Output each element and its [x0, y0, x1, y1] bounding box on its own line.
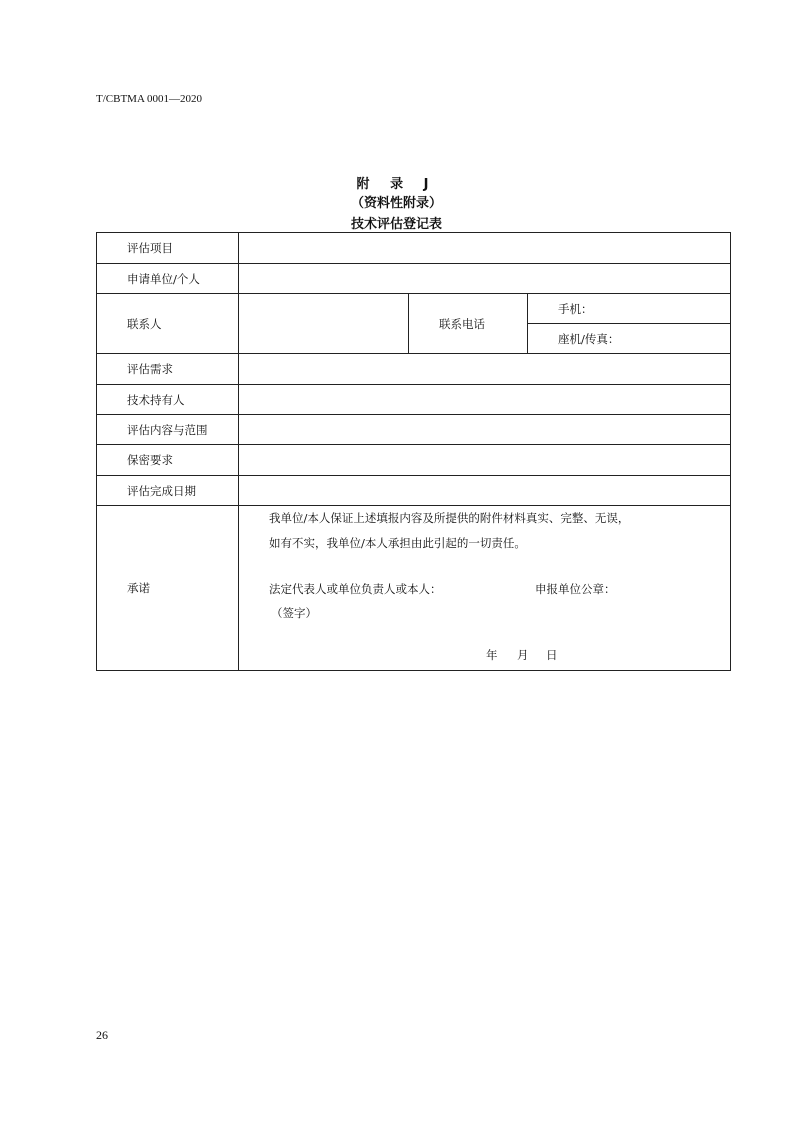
- day-label: 日: [546, 648, 558, 662]
- project-field[interactable]: [239, 233, 731, 264]
- month-label: 月: [517, 648, 529, 662]
- commitment-line-1: 我单位/本人保证上述填报内容及所提供的附件材料真实、完整、无误，: [269, 511, 630, 525]
- commitment-label: 承诺: [97, 506, 239, 671]
- appendix-subtitle: （资料性附录）: [350, 196, 442, 211]
- contact-label: 联系人: [97, 294, 239, 354]
- row-commitment: [97, 506, 731, 671]
- row-confidential: [97, 445, 731, 476]
- row-content: [97, 415, 731, 445]
- appendix-title: 附 录 J: [356, 177, 437, 192]
- completion-date-label: 评估完成日期: [97, 476, 239, 506]
- page-number: 26: [96, 1028, 108, 1042]
- holder-field[interactable]: [239, 385, 731, 415]
- holder-label: 技术持有人: [97, 385, 239, 415]
- seal-label: 申报单位公章：: [535, 582, 616, 596]
- needs-field[interactable]: [239, 354, 731, 385]
- contact-field[interactable]: [239, 294, 409, 354]
- content-label: 评估内容与范围: [97, 415, 239, 445]
- row-project: [97, 233, 731, 264]
- row-holder: [97, 385, 731, 415]
- content-field[interactable]: [239, 415, 731, 445]
- row-contact: [97, 294, 731, 324]
- project-label: 评估项目: [97, 233, 239, 264]
- row-completion-date: [97, 476, 731, 506]
- mobile-field[interactable]: 手机：: [528, 294, 731, 324]
- document-code: T/CBTMA 0001—2020: [96, 93, 203, 105]
- row-applicant: [97, 264, 731, 294]
- completion-date-field[interactable]: [239, 476, 731, 506]
- row-needs: [97, 354, 731, 385]
- year-label: 年: [486, 648, 498, 662]
- legal-rep-label: 法定代表人或单位负责人或本人：: [269, 582, 442, 596]
- landline-field[interactable]: 座机/传真：: [528, 324, 731, 354]
- table-title: 技术评估登记表: [350, 217, 442, 232]
- applicant-field[interactable]: [239, 264, 731, 294]
- commitment-line-2: 如有不实，我单位/本人承担由此引起的一切责任。: [269, 536, 526, 550]
- phone-label: 联系电话: [409, 294, 528, 354]
- commitment-cell: [239, 506, 731, 671]
- signature-label: （签字）: [271, 606, 317, 620]
- confidential-field[interactable]: [239, 445, 731, 476]
- needs-label: 评估需求: [97, 354, 239, 385]
- registration-form-table: [96, 232, 731, 671]
- confidential-label: 保密要求: [97, 445, 239, 476]
- applicant-label: 申请单位/个人: [97, 264, 239, 294]
